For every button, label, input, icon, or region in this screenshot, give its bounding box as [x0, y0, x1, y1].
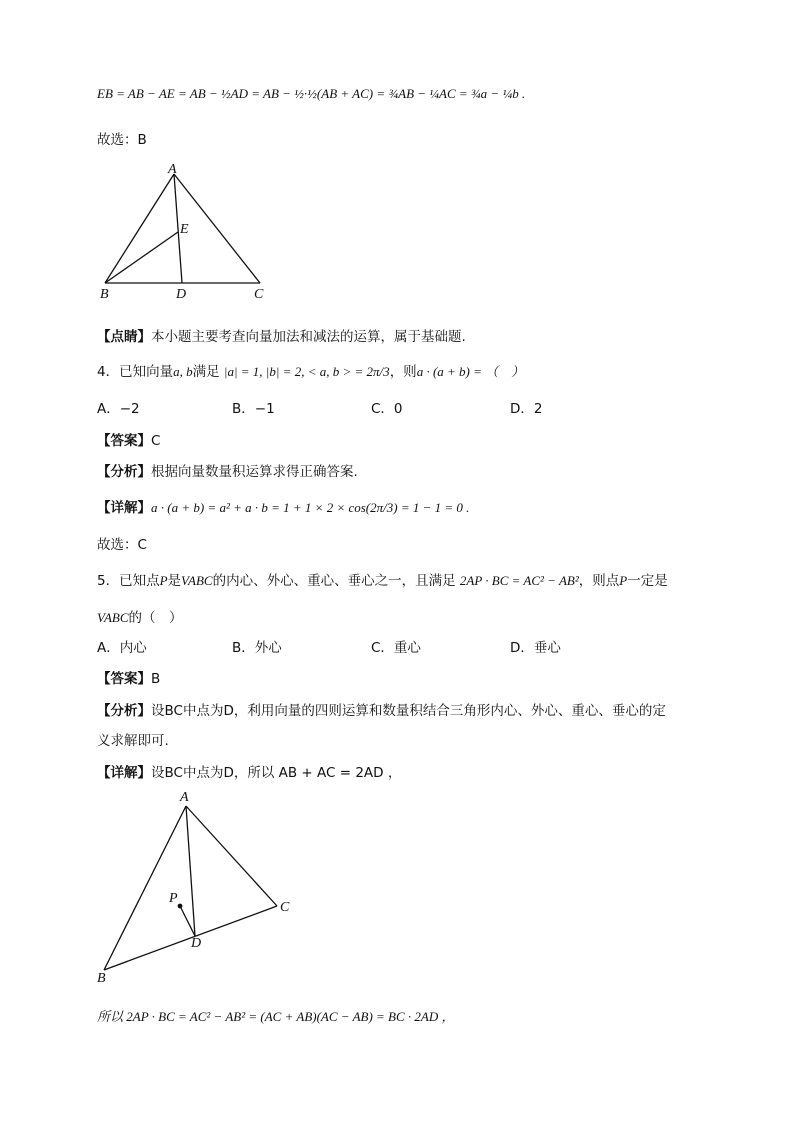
q4-analysis-tag: 【分析】	[97, 464, 151, 480]
fig2-point-p	[178, 904, 183, 909]
q4-choose: 故选：C	[97, 537, 147, 553]
q5-stem-must: 一定是	[627, 573, 668, 589]
q5-detail	[97, 761, 401, 781]
q4-option-c[interactable]: C．0	[371, 401, 403, 417]
q5-stem-is: 是	[167, 573, 182, 589]
fig2-label-a: A	[180, 790, 189, 805]
q5-analysis-line2: 义求解即可.	[97, 733, 169, 749]
q5-stem-line2	[97, 606, 183, 626]
remark-tag: 【点睛】	[97, 329, 151, 345]
q4-stem-expr: a · (a + b) = （ ）	[416, 364, 525, 379]
fig2-side-ab	[104, 806, 186, 970]
q5-detail-tag: 【详解】	[97, 765, 151, 781]
q4-option-d[interactable]: D．2	[510, 401, 543, 417]
q5-option-c[interactable]: C．重心	[371, 640, 421, 656]
q4-analysis	[97, 460, 358, 480]
q5-stem-rest: 的内心、外心、重心、垂心之一，且满足	[212, 573, 456, 589]
fig1-side-ab	[105, 174, 174, 283]
q5-answer-value: B	[151, 671, 161, 687]
q5-option-d[interactable]: D．垂心	[510, 640, 561, 656]
q5-analysis	[97, 699, 666, 719]
fig1-label-d: D	[176, 287, 187, 302]
q4-stem-then: ，则	[389, 364, 417, 380]
q5-stem-line1	[97, 569, 668, 589]
fig1-label-e: E	[180, 222, 189, 237]
q4-stem	[97, 360, 524, 380]
q5-option-b[interactable]: B．外心	[232, 640, 282, 656]
q4-analysis-text: 根据向量数量积运算求得正确答案.	[151, 464, 358, 480]
q5-stem-eq: 2AP · BC = AC² − AB²	[459, 573, 579, 588]
q4-detail	[97, 496, 469, 516]
q4-option-a[interactable]: A．−2	[97, 401, 140, 417]
q4-answer-value: C	[151, 433, 161, 449]
q5-stem-line2-text: 的（ ）	[128, 610, 183, 626]
fig2-label-b: B	[97, 971, 106, 986]
formula-eb: EB = AB − AE = AB − ½AD = AB − ½·½(AB + AC) = ¾AB − ¼AC = ¾a − ¼b .	[97, 86, 526, 101]
q5-stem-p: P	[159, 573, 168, 588]
remark-text: 本小题主要考查向量加法和减法的运算，属于基础题.	[151, 329, 466, 345]
fig2-label-d: D	[191, 936, 202, 951]
q5-detail-text: 设BC中点为D，所以 AB + AC = 2AD ，	[151, 765, 402, 781]
q5-last-line	[97, 1006, 455, 1025]
q5-stem-then: ，则点	[578, 573, 620, 589]
q5-stem-prefix: 5．已知点	[97, 573, 160, 589]
q4-stem-prefix: 4．已知向量	[97, 364, 174, 380]
q5-stem-tri: VABC	[181, 573, 213, 588]
q3-remark	[97, 325, 466, 345]
q5-option-a[interactable]: A．内心	[97, 640, 147, 656]
q4-option-b[interactable]: B．−1	[232, 401, 275, 417]
fig1-label-b: B	[100, 287, 109, 302]
q5-answer-tag: 【答案】	[97, 671, 151, 687]
fig2-side-ac	[186, 806, 277, 906]
fig2-median-ad	[186, 806, 195, 936]
q4-stem-cond: |a| = 1, |b| = 2, < a, b > = 2π/3	[223, 364, 390, 379]
q4-stem-mid: 满足	[192, 364, 220, 380]
q5-analysis-tag: 【分析】	[97, 703, 151, 719]
q5-stem-p2: P	[619, 573, 628, 588]
q4-detail-tag: 【详解】	[97, 500, 151, 516]
fig1-label-a: A	[168, 162, 177, 177]
q4-answer-tag: 【答案】	[97, 433, 151, 449]
fig1-label-c: C	[254, 287, 264, 302]
q4-answer	[97, 429, 160, 449]
q4-detail-formula: a · (a + b) = a² + a · b = 1 + 1 × 2 × cos(2π/3) = 1 − 1 = 0 .	[151, 500, 470, 515]
q5-last-formula: 所以 2AP · BC = AC² − AB² = (AC + AB)(AC − AB) = BC · 2AD ，	[97, 1009, 455, 1024]
q5-analysis-text: 设BC中点为D，利用向量的四则运算和数量积结合三角形内心、外心、重心、垂心的定	[151, 703, 666, 719]
triangle-figure-2	[95, 795, 305, 985]
fig2-label-c: C	[280, 900, 290, 915]
q3-choose: 故选：B	[97, 132, 147, 148]
q4-stem-vecs: a, b	[173, 364, 193, 379]
q5-answer	[97, 667, 160, 687]
fig2-label-p: P	[169, 891, 178, 906]
fig1-segment-be	[105, 232, 178, 283]
q5-stem-line2-tri: VABC	[97, 610, 129, 625]
